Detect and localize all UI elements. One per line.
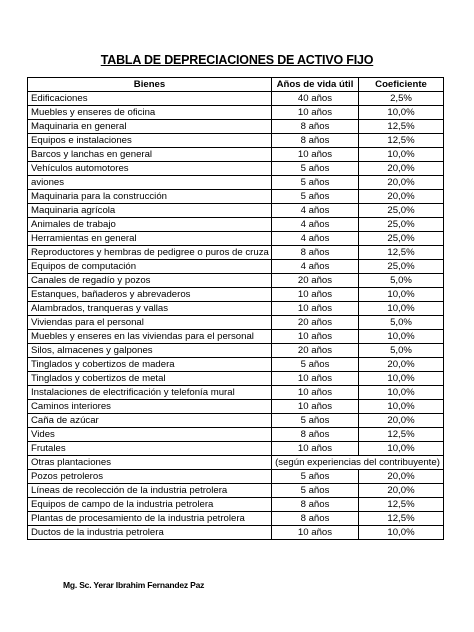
cell-coeficiente: 10,0% xyxy=(359,106,444,120)
cell-vida-util: 5 años xyxy=(272,162,359,176)
cell-vida-util: 10 años xyxy=(272,400,359,414)
table-row xyxy=(28,498,444,512)
column-header-bienes: Bienes xyxy=(28,78,272,92)
author-footer: Mg. Sc. Yerar Ibrahim Fernandez Paz xyxy=(63,580,205,590)
cell-bien: aviones xyxy=(28,176,272,190)
table-row xyxy=(28,372,444,386)
cell-bien: Barcos y lanchas en general xyxy=(28,148,272,162)
cell-coeficiente: 20,0% xyxy=(359,484,444,498)
table-row xyxy=(28,414,444,428)
cell-bien: Vehículos automotores xyxy=(28,162,272,176)
table-row xyxy=(28,484,444,498)
cell-vida-util: 4 años xyxy=(272,218,359,232)
cell-bien: Plantas de procesamiento de la industria petrolera xyxy=(28,512,272,526)
cell-bien: Líneas de recolección de la industria petrolera xyxy=(28,484,272,498)
cell-vida-util: 5 años xyxy=(272,484,359,498)
cell-coeficiente: 5,0% xyxy=(359,274,444,288)
table-row xyxy=(28,106,444,120)
cell-bien: Alambrados, tranqueras y vallas xyxy=(28,302,272,316)
cell-bien: Animales de trabajo xyxy=(28,218,272,232)
cell-coeficiente: 10,0% xyxy=(359,330,444,344)
table-row xyxy=(28,120,444,134)
cell-coeficiente: 25,0% xyxy=(359,232,444,246)
cell-vida-util: 20 años xyxy=(272,344,359,358)
cell-bien: Equipos de campo de la industria petrolera xyxy=(28,498,272,512)
cell-vida-util: 10 años xyxy=(272,386,359,400)
table-row xyxy=(28,204,444,218)
column-header-coeficiente: Coeficiente xyxy=(359,78,444,92)
cell-coeficiente: 5,0% xyxy=(359,316,444,330)
table-row xyxy=(28,512,444,526)
cell-bien: Maquinaria agrícola xyxy=(28,204,272,218)
cell-coeficiente: 20,0% xyxy=(359,470,444,484)
cell-vida-util: 10 años xyxy=(272,106,359,120)
cell-coeficiente: 10,0% xyxy=(359,386,444,400)
table-row xyxy=(28,274,444,288)
cell-coeficiente: 12,5% xyxy=(359,428,444,442)
cell-vida-util: 10 años xyxy=(272,302,359,316)
table-row xyxy=(28,442,444,456)
table-header-row xyxy=(28,78,444,92)
page-title: TABLA DE DEPRECIACIONES DE ACTIVO FIJO xyxy=(100,53,374,67)
cell-coeficiente: 12,5% xyxy=(359,120,444,134)
cell-coeficiente: 25,0% xyxy=(359,204,444,218)
cell-coeficiente: 25,0% xyxy=(359,218,444,232)
cell-coeficiente: 5,0% xyxy=(359,344,444,358)
cell-vida-util: 5 años xyxy=(272,176,359,190)
cell-bien: Tinglados y cobertizos de madera xyxy=(28,358,272,372)
table-row xyxy=(28,218,444,232)
cell-bien: Herramientas en general xyxy=(28,232,272,246)
cell-vida-util: 20 años xyxy=(272,274,359,288)
cell-bien: Maquinaria en general xyxy=(28,120,272,134)
cell-bien: Instalaciones de electrificación y telefonía mural xyxy=(28,386,272,400)
cell-bien: Edificaciones xyxy=(28,92,272,106)
cell-bien: Otras plantaciones xyxy=(28,456,272,470)
cell-coeficiente: 10,0% xyxy=(359,148,444,162)
table-row xyxy=(28,134,444,148)
table-row xyxy=(28,288,444,302)
table-row xyxy=(28,316,444,330)
cell-bien: Vides xyxy=(28,428,272,442)
table-row xyxy=(28,526,444,540)
cell-bien: Maquinaria para la construcción xyxy=(28,190,272,204)
table-row xyxy=(28,330,444,344)
cell-vida-util: 4 años xyxy=(272,204,359,218)
cell-vida-util: 5 años xyxy=(272,358,359,372)
cell-vida-util: 10 años xyxy=(272,288,359,302)
cell-coeficiente: 20,0% xyxy=(359,162,444,176)
table-row xyxy=(28,428,444,442)
cell-bien: Frutales xyxy=(28,442,272,456)
cell-bien: Caña de azúcar xyxy=(28,414,272,428)
cell-bien: Ductos de la industria petrolera xyxy=(28,526,272,540)
cell-vida-util: 10 años xyxy=(272,148,359,162)
cell-vida-util: 8 años xyxy=(272,428,359,442)
table-row xyxy=(28,260,444,274)
cell-coeficiente: 20,0% xyxy=(359,176,444,190)
cell-coeficiente: 10,0% xyxy=(359,442,444,456)
table-row xyxy=(28,344,444,358)
cell-bien: Equipos e instalaciones xyxy=(28,134,272,148)
table-row xyxy=(28,470,444,484)
cell-coeficiente: 10,0% xyxy=(359,526,444,540)
cell-coeficiente: 10,0% xyxy=(359,372,444,386)
depreciation-table xyxy=(27,77,444,540)
cell-coeficiente: 12,5% xyxy=(359,512,444,526)
cell-bien: Caminos interiores xyxy=(28,400,272,414)
cell-vida-util: 10 años xyxy=(272,442,359,456)
cell-vida-util: 8 años xyxy=(272,498,359,512)
cell-coeficiente: 20,0% xyxy=(359,358,444,372)
cell-vida-util: 10 años xyxy=(272,330,359,344)
cell-coeficiente: 12,5% xyxy=(359,498,444,512)
cell-bien: Pozos petroleros xyxy=(28,470,272,484)
cell-coeficiente: 10,0% xyxy=(359,288,444,302)
table-row xyxy=(28,400,444,414)
table-row xyxy=(28,456,444,470)
cell-coeficiente: 20,0% xyxy=(359,414,444,428)
cell-vida-util: 10 años xyxy=(272,372,359,386)
cell-vida-util: 10 años xyxy=(272,526,359,540)
cell-bien: Reproductores y hembras de pedigree o puros de cruza xyxy=(28,246,272,260)
cell-vida-util: 4 años xyxy=(272,260,359,274)
cell-bien: Silos, almacenes y galpones xyxy=(28,344,272,358)
cell-bien: Muebles y enseres de oficina xyxy=(28,106,272,120)
cell-vida-util: 5 años xyxy=(272,190,359,204)
cell-coeficiente: 10,0% xyxy=(359,302,444,316)
cell-vida-util: 8 años xyxy=(272,512,359,526)
cell-bien: Muebles y enseres en las viviendas para el personal xyxy=(28,330,272,344)
cell-coeficiente: 12,5% xyxy=(359,246,444,260)
cell-vida-util: 5 años xyxy=(272,414,359,428)
cell-vida-util: 20 años xyxy=(272,316,359,330)
cell-coeficiente: 2,5% xyxy=(359,92,444,106)
cell-coeficiente: 12,5% xyxy=(359,134,444,148)
cell-vida-util: 8 años xyxy=(272,246,359,260)
table-row xyxy=(28,92,444,106)
table-row xyxy=(28,176,444,190)
cell-vida-util: 5 años xyxy=(272,470,359,484)
cell-coeficiente: 20,0% xyxy=(359,190,444,204)
cell-vida-util: 8 años xyxy=(272,120,359,134)
table-body xyxy=(28,92,444,540)
table-row xyxy=(28,148,444,162)
cell-vida-util: 4 años xyxy=(272,232,359,246)
table-row xyxy=(28,162,444,176)
table-row xyxy=(28,190,444,204)
cell-bien: Tinglados y cobertizos de metal xyxy=(28,372,272,386)
cell-coeficiente: 25,0% xyxy=(359,260,444,274)
cell-bien: Estanques, bañaderos y abrevaderos xyxy=(28,288,272,302)
cell-bien: Viviendas para el personal xyxy=(28,316,272,330)
cell-note: (según experiencias del contribuyente) xyxy=(272,456,444,470)
table-row xyxy=(28,358,444,372)
cell-coeficiente: 10,0% xyxy=(359,400,444,414)
cell-vida-util: 8 años xyxy=(272,134,359,148)
cell-bien: Equipos de computación xyxy=(28,260,272,274)
table-row xyxy=(28,386,444,400)
column-header-vida-util: Años de vida útil xyxy=(272,78,359,92)
cell-bien: Canales de regadío y pozos xyxy=(28,274,272,288)
table-row xyxy=(28,302,444,316)
table-row xyxy=(28,232,444,246)
cell-vida-util: 40 años xyxy=(272,92,359,106)
table-row xyxy=(28,246,444,260)
